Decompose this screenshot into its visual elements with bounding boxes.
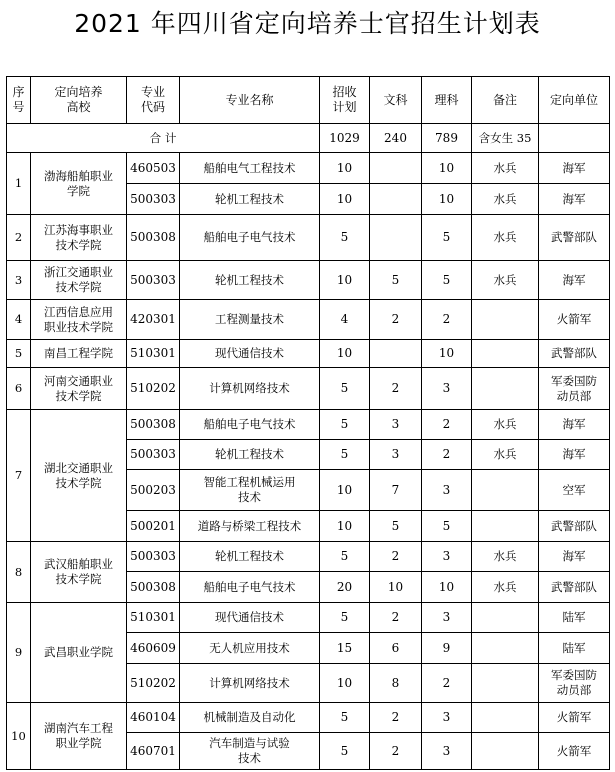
code-cell: 420301 (127, 300, 180, 340)
header-code: 专业 代码 (127, 77, 180, 124)
total-unit (539, 124, 610, 153)
major-cell: 船舶电气工程技术 (180, 153, 320, 184)
table-row (7, 153, 610, 184)
note-cell: 水兵 (472, 440, 539, 470)
arts-cell (370, 215, 422, 261)
major-cell: 船舶电子电气技术 (180, 410, 320, 440)
note-cell: 水兵 (472, 184, 539, 215)
header-plan: 招收 计划 (320, 77, 370, 124)
note-cell (472, 703, 539, 733)
unit-cell: 陆军 (539, 603, 610, 633)
table-row (7, 340, 610, 368)
plan-cell: 5 (320, 603, 370, 633)
major-cell: 轮机工程技术 (180, 184, 320, 215)
unit-cell: 海军 (539, 542, 610, 572)
code-cell: 500303 (127, 261, 180, 300)
major-cell: 现代通信技术 (180, 340, 320, 368)
unit-cell: 军委国防 动员部 (539, 664, 610, 703)
header-school: 定向培养 高校 (31, 77, 127, 124)
major-cell: 无人机应用技术 (180, 633, 320, 664)
arts-cell: 3 (370, 440, 422, 470)
enrollment-plan-table (6, 76, 610, 770)
major-cell: 轮机工程技术 (180, 542, 320, 572)
table-row (7, 215, 610, 261)
seq-cell: 4 (7, 300, 31, 340)
note-cell (472, 511, 539, 542)
arts-cell: 7 (370, 470, 422, 511)
note-cell (472, 368, 539, 410)
science-cell: 2 (422, 410, 472, 440)
major-cell: 道路与桥梁工程技术 (180, 511, 320, 542)
code-cell: 500303 (127, 542, 180, 572)
arts-cell (370, 153, 422, 184)
header-unit: 定向单位 (539, 77, 610, 124)
unit-cell: 海军 (539, 410, 610, 440)
science-cell: 2 (422, 300, 472, 340)
code-cell: 460701 (127, 733, 180, 770)
header-seq: 序 号 (7, 77, 31, 124)
school-cell: 南昌工程学院 (31, 340, 127, 368)
plan-cell: 10 (320, 470, 370, 511)
total-row (7, 124, 610, 153)
arts-cell: 2 (370, 542, 422, 572)
arts-cell: 2 (370, 703, 422, 733)
seq-cell: 2 (7, 215, 31, 261)
plan-cell: 10 (320, 153, 370, 184)
code-cell: 500201 (127, 511, 180, 542)
seq-cell: 5 (7, 340, 31, 368)
plan-cell: 5 (320, 440, 370, 470)
plan-cell: 5 (320, 368, 370, 410)
code-cell: 510202 (127, 664, 180, 703)
science-cell: 5 (422, 511, 472, 542)
unit-cell: 火箭军 (539, 300, 610, 340)
major-cell: 机械制造及自动化 (180, 703, 320, 733)
unit-cell: 武警部队 (539, 340, 610, 368)
plan-cell: 10 (320, 184, 370, 215)
arts-cell: 2 (370, 368, 422, 410)
note-cell (472, 633, 539, 664)
code-cell: 510301 (127, 603, 180, 633)
table-row (7, 703, 610, 733)
unit-cell: 武警部队 (539, 215, 610, 261)
plan-cell: 15 (320, 633, 370, 664)
header-row (7, 77, 610, 124)
science-cell: 9 (422, 633, 472, 664)
note-cell (472, 340, 539, 368)
major-cell: 船舶电子电气技术 (180, 572, 320, 603)
unit-cell: 武警部队 (539, 511, 610, 542)
header-science: 理科 (422, 77, 472, 124)
code-cell: 500308 (127, 410, 180, 440)
science-cell: 3 (422, 603, 472, 633)
arts-cell (370, 340, 422, 368)
plan-cell: 10 (320, 664, 370, 703)
code-cell: 460609 (127, 633, 180, 664)
note-cell (472, 733, 539, 770)
header-arts: 文科 (370, 77, 422, 124)
note-cell: 水兵 (472, 153, 539, 184)
arts-cell: 5 (370, 511, 422, 542)
major-cell: 计算机网络技术 (180, 664, 320, 703)
page-title: 2021 年四川省定向培养士官招生计划表 (74, 9, 541, 38)
plan-cell: 10 (320, 261, 370, 300)
table-row (7, 300, 610, 340)
major-cell: 船舶电子电气技术 (180, 215, 320, 261)
code-cell: 510202 (127, 368, 180, 410)
plan-cell: 5 (320, 215, 370, 261)
school-cell: 湖南汽车工程 职业学院 (31, 703, 127, 770)
science-cell: 5 (422, 215, 472, 261)
science-cell: 5 (422, 261, 472, 300)
seq-cell: 8 (7, 542, 31, 603)
school-cell: 江苏海事职业 技术学院 (31, 215, 127, 261)
code-cell: 510301 (127, 340, 180, 368)
arts-cell: 8 (370, 664, 422, 703)
code-cell: 460104 (127, 703, 180, 733)
unit-cell: 军委国防 动员部 (539, 368, 610, 410)
science-cell: 10 (422, 572, 472, 603)
plan-cell: 4 (320, 300, 370, 340)
table-row (7, 368, 610, 410)
note-cell: 水兵 (472, 261, 539, 300)
school-cell: 河南交通职业 技术学院 (31, 368, 127, 410)
unit-cell: 火箭军 (539, 703, 610, 733)
seq-cell: 10 (7, 703, 31, 770)
code-cell: 500303 (127, 184, 180, 215)
unit-cell: 空军 (539, 470, 610, 511)
arts-cell: 2 (370, 733, 422, 770)
total-science: 789 (422, 124, 472, 153)
table-row (7, 542, 610, 572)
major-cell: 计算机网络技术 (180, 368, 320, 410)
major-cell: 汽车制造与试验 技术 (180, 733, 320, 770)
total-label: 合 计 (7, 124, 320, 153)
arts-cell: 2 (370, 300, 422, 340)
plan-cell: 5 (320, 410, 370, 440)
code-cell: 500308 (127, 572, 180, 603)
note-cell (472, 300, 539, 340)
seq-cell: 9 (7, 603, 31, 703)
note-cell (472, 664, 539, 703)
arts-cell: 5 (370, 261, 422, 300)
note-cell (472, 470, 539, 511)
plan-cell: 10 (320, 511, 370, 542)
major-cell: 智能工程机械运用 技术 (180, 470, 320, 511)
unit-cell: 海军 (539, 184, 610, 215)
table-row (7, 261, 610, 300)
science-cell: 3 (422, 733, 472, 770)
note-cell: 水兵 (472, 572, 539, 603)
total-note: 含女生 35 (472, 124, 539, 153)
code-cell: 500303 (127, 440, 180, 470)
code-cell: 500203 (127, 470, 180, 511)
total-plan: 1029 (320, 124, 370, 153)
unit-cell: 火箭军 (539, 733, 610, 770)
header-note: 备注 (472, 77, 539, 124)
header-major: 专业名称 (180, 77, 320, 124)
major-cell: 工程测量技术 (180, 300, 320, 340)
science-cell: 3 (422, 703, 472, 733)
arts-cell: 10 (370, 572, 422, 603)
science-cell: 3 (422, 470, 472, 511)
note-cell: 水兵 (472, 542, 539, 572)
seq-cell: 7 (7, 410, 31, 542)
unit-cell: 陆军 (539, 633, 610, 664)
major-cell: 轮机工程技术 (180, 261, 320, 300)
note-cell (472, 603, 539, 633)
science-cell: 2 (422, 664, 472, 703)
unit-cell: 海军 (539, 440, 610, 470)
seq-cell: 1 (7, 153, 31, 215)
unit-cell: 海军 (539, 153, 610, 184)
note-cell: 水兵 (472, 215, 539, 261)
school-cell: 湖北交通职业 技术学院 (31, 410, 127, 542)
seq-cell: 3 (7, 261, 31, 300)
code-cell: 460503 (127, 153, 180, 184)
plan-cell: 10 (320, 340, 370, 368)
school-cell: 江西信息应用 职业技术学院 (31, 300, 127, 340)
plan-cell: 20 (320, 572, 370, 603)
total-arts: 240 (370, 124, 422, 153)
science-cell: 3 (422, 368, 472, 410)
major-cell: 轮机工程技术 (180, 440, 320, 470)
science-cell: 10 (422, 184, 472, 215)
school-cell: 武昌职业学院 (31, 603, 127, 703)
school-cell: 渤海船舶职业 学院 (31, 153, 127, 215)
arts-cell: 2 (370, 603, 422, 633)
note-cell: 水兵 (472, 410, 539, 440)
arts-cell: 6 (370, 633, 422, 664)
plan-cell: 5 (320, 733, 370, 770)
table-row (7, 410, 610, 440)
plan-cell: 5 (320, 703, 370, 733)
science-cell: 10 (422, 153, 472, 184)
arts-cell (370, 184, 422, 215)
major-cell: 现代通信技术 (180, 603, 320, 633)
arts-cell: 3 (370, 410, 422, 440)
code-cell: 500308 (127, 215, 180, 261)
science-cell: 10 (422, 340, 472, 368)
science-cell: 2 (422, 440, 472, 470)
plan-cell: 5 (320, 542, 370, 572)
unit-cell: 海军 (539, 261, 610, 300)
school-cell: 武汉船舶职业 技术学院 (31, 542, 127, 603)
science-cell: 3 (422, 542, 472, 572)
unit-cell: 武警部队 (539, 572, 610, 603)
seq-cell: 6 (7, 368, 31, 410)
school-cell: 浙江交通职业 技术学院 (31, 261, 127, 300)
table-row (7, 603, 610, 633)
